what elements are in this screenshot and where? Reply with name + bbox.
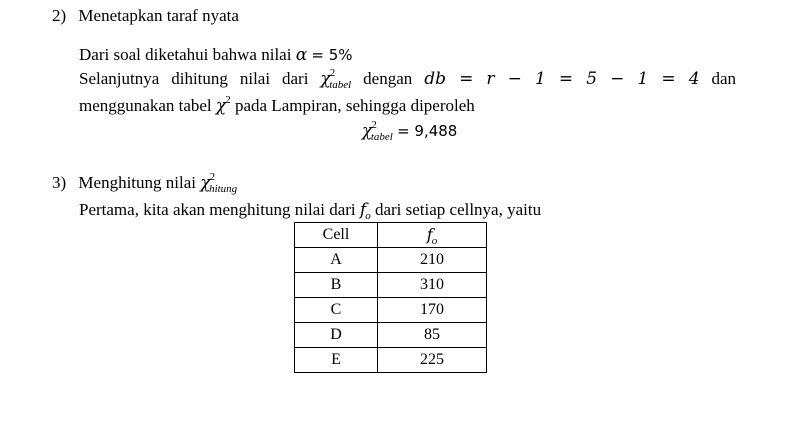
- section-3-title: Menghitung nilai: [78, 173, 196, 192]
- cell-fo: 85: [378, 323, 487, 348]
- chi-symbol-result: χ: [362, 121, 373, 141]
- chi-sub-tabel-result: tabel: [370, 131, 393, 143]
- section-3-heading: [52, 173, 237, 193]
- intro-prefix: Pertama, kita akan menghitung nilai dari: [79, 200, 356, 219]
- table-row: [295, 248, 487, 273]
- cell-fo: 225: [378, 348, 487, 373]
- chi-symbol-hitung: χ: [200, 173, 211, 193]
- header-cell: Cell: [295, 223, 378, 248]
- alpha-prefix: Dari soal diketahui bahwa nilai: [79, 45, 292, 64]
- table-row: [295, 273, 487, 298]
- chi-sup-hitung: 2: [209, 171, 216, 183]
- cell-label: B: [295, 273, 378, 298]
- line3-suffix: pada Lampiran, sehingga diperoleh: [234, 96, 475, 115]
- word-selanjutnya: Selanjutnya: [79, 69, 160, 88]
- word-nilai: nilai: [239, 69, 271, 88]
- chi-tabel-result: [362, 121, 457, 141]
- header-fo: [378, 223, 487, 248]
- cell-fo: 170: [378, 298, 487, 323]
- line3-prefix: menggunakan tabel: [79, 96, 212, 115]
- f-symbol: f: [359, 200, 367, 220]
- section-2-heading: [52, 6, 239, 26]
- chi-symbol-line3: χ: [215, 96, 227, 116]
- word-dengan: dengan: [363, 69, 413, 88]
- cell-label: C: [295, 298, 378, 323]
- cell-label: D: [295, 323, 378, 348]
- chi-sub-hitung: hitung: [209, 183, 238, 195]
- alpha-line: [79, 45, 353, 65]
- chi-symbol: χ: [320, 69, 331, 89]
- table-header-row: [295, 223, 487, 248]
- fo-table: [294, 222, 487, 373]
- word-dan: dan: [711, 69, 737, 88]
- chi-sup-result: 2: [371, 119, 377, 131]
- alpha-symbol: α: [295, 45, 308, 65]
- cell-label: A: [295, 248, 378, 273]
- f-sub: o: [365, 210, 371, 222]
- word-dari: dari: [282, 69, 309, 88]
- section-2-title: Menetapkan taraf nyata: [78, 6, 239, 25]
- table-row: [295, 298, 487, 323]
- cell-fo: 210: [378, 248, 487, 273]
- section-2-number: 2): [52, 6, 67, 25]
- fo-intro-line: [79, 200, 541, 220]
- cell-fo: 310: [378, 273, 487, 298]
- lampiran-line: [79, 96, 475, 116]
- word-dihitung: dihitung: [171, 69, 228, 88]
- header-f-symbol: f: [426, 225, 433, 244]
- table-row: [295, 348, 487, 373]
- chi-sup-line3: 2: [225, 94, 231, 106]
- chi-tabel-term: [320, 67, 352, 91]
- intro-suffix: dari setiap cellnya, yaitu: [374, 200, 542, 219]
- db-line: [79, 69, 736, 89]
- chi-sub-tabel: tabel: [329, 79, 352, 91]
- chi-tabel-value: = 9,488: [397, 122, 458, 140]
- db-expression: db = r − 1 = 5 − 1 = 4: [424, 69, 700, 89]
- table-row: [295, 323, 487, 348]
- cell-label: E: [295, 348, 378, 373]
- section-3-number: 3): [52, 173, 67, 192]
- header-f-sub: o: [431, 235, 438, 247]
- chi-sup: 2: [329, 67, 336, 79]
- alpha-value: = 5%: [311, 46, 353, 64]
